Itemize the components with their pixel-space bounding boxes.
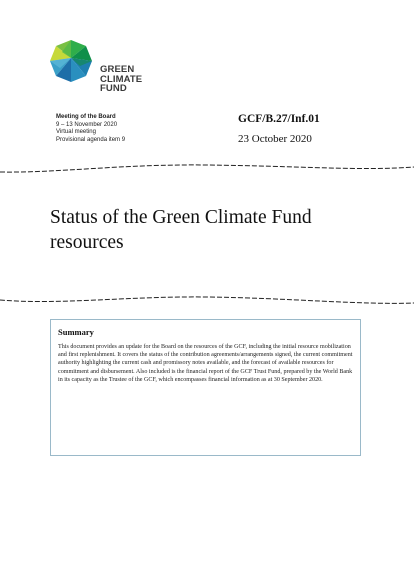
- gcf-globe-icon: [48, 38, 94, 84]
- logo-line-1: GREEN: [100, 64, 135, 75]
- summary-box: [50, 319, 361, 456]
- wave-divider-top: [0, 162, 414, 176]
- summary-heading: Summary: [58, 327, 94, 337]
- wave-divider-bottom: [0, 294, 414, 308]
- document-reference: GCF/B.27/Inf.01: [238, 113, 320, 125]
- logo-line-3: FUND: [100, 83, 127, 94]
- logo-line-2: CLIMATE: [100, 73, 143, 85]
- meeting-info: [56, 114, 125, 144]
- document-title: Status of the Green Climate Fund resources: [50, 207, 312, 253]
- document-info: [238, 113, 320, 145]
- summary-body: This document provides an update for the Board on the resources of the GCF, including the initial resource mobilization and first replenishment. It covers the status of the contribution agreements/arrangements signed, the current commitment authority highlighting the current cash and promissory notes available, and the forecast of available resources for commitment and disbursement. Also included is the financial report of the GCF Trust Fund, prepared by the World Bank in its capacity as the Trustee of the GCF, which encompasses financial information as at 30 September 2020.: [58, 344, 353, 383]
- logo-wordmark: [100, 65, 142, 94]
- document-date: 23 October 2020: [238, 133, 312, 145]
- meeting-mode: Virtual meeting: [56, 129, 96, 136]
- meeting-agenda-item: Provisional agenda item 9: [56, 136, 126, 143]
- meeting-dates: 9 – 13 November 2020: [56, 121, 118, 128]
- gcf-logo: [48, 38, 168, 98]
- meeting-heading: Meeting of the Board: [56, 114, 116, 120]
